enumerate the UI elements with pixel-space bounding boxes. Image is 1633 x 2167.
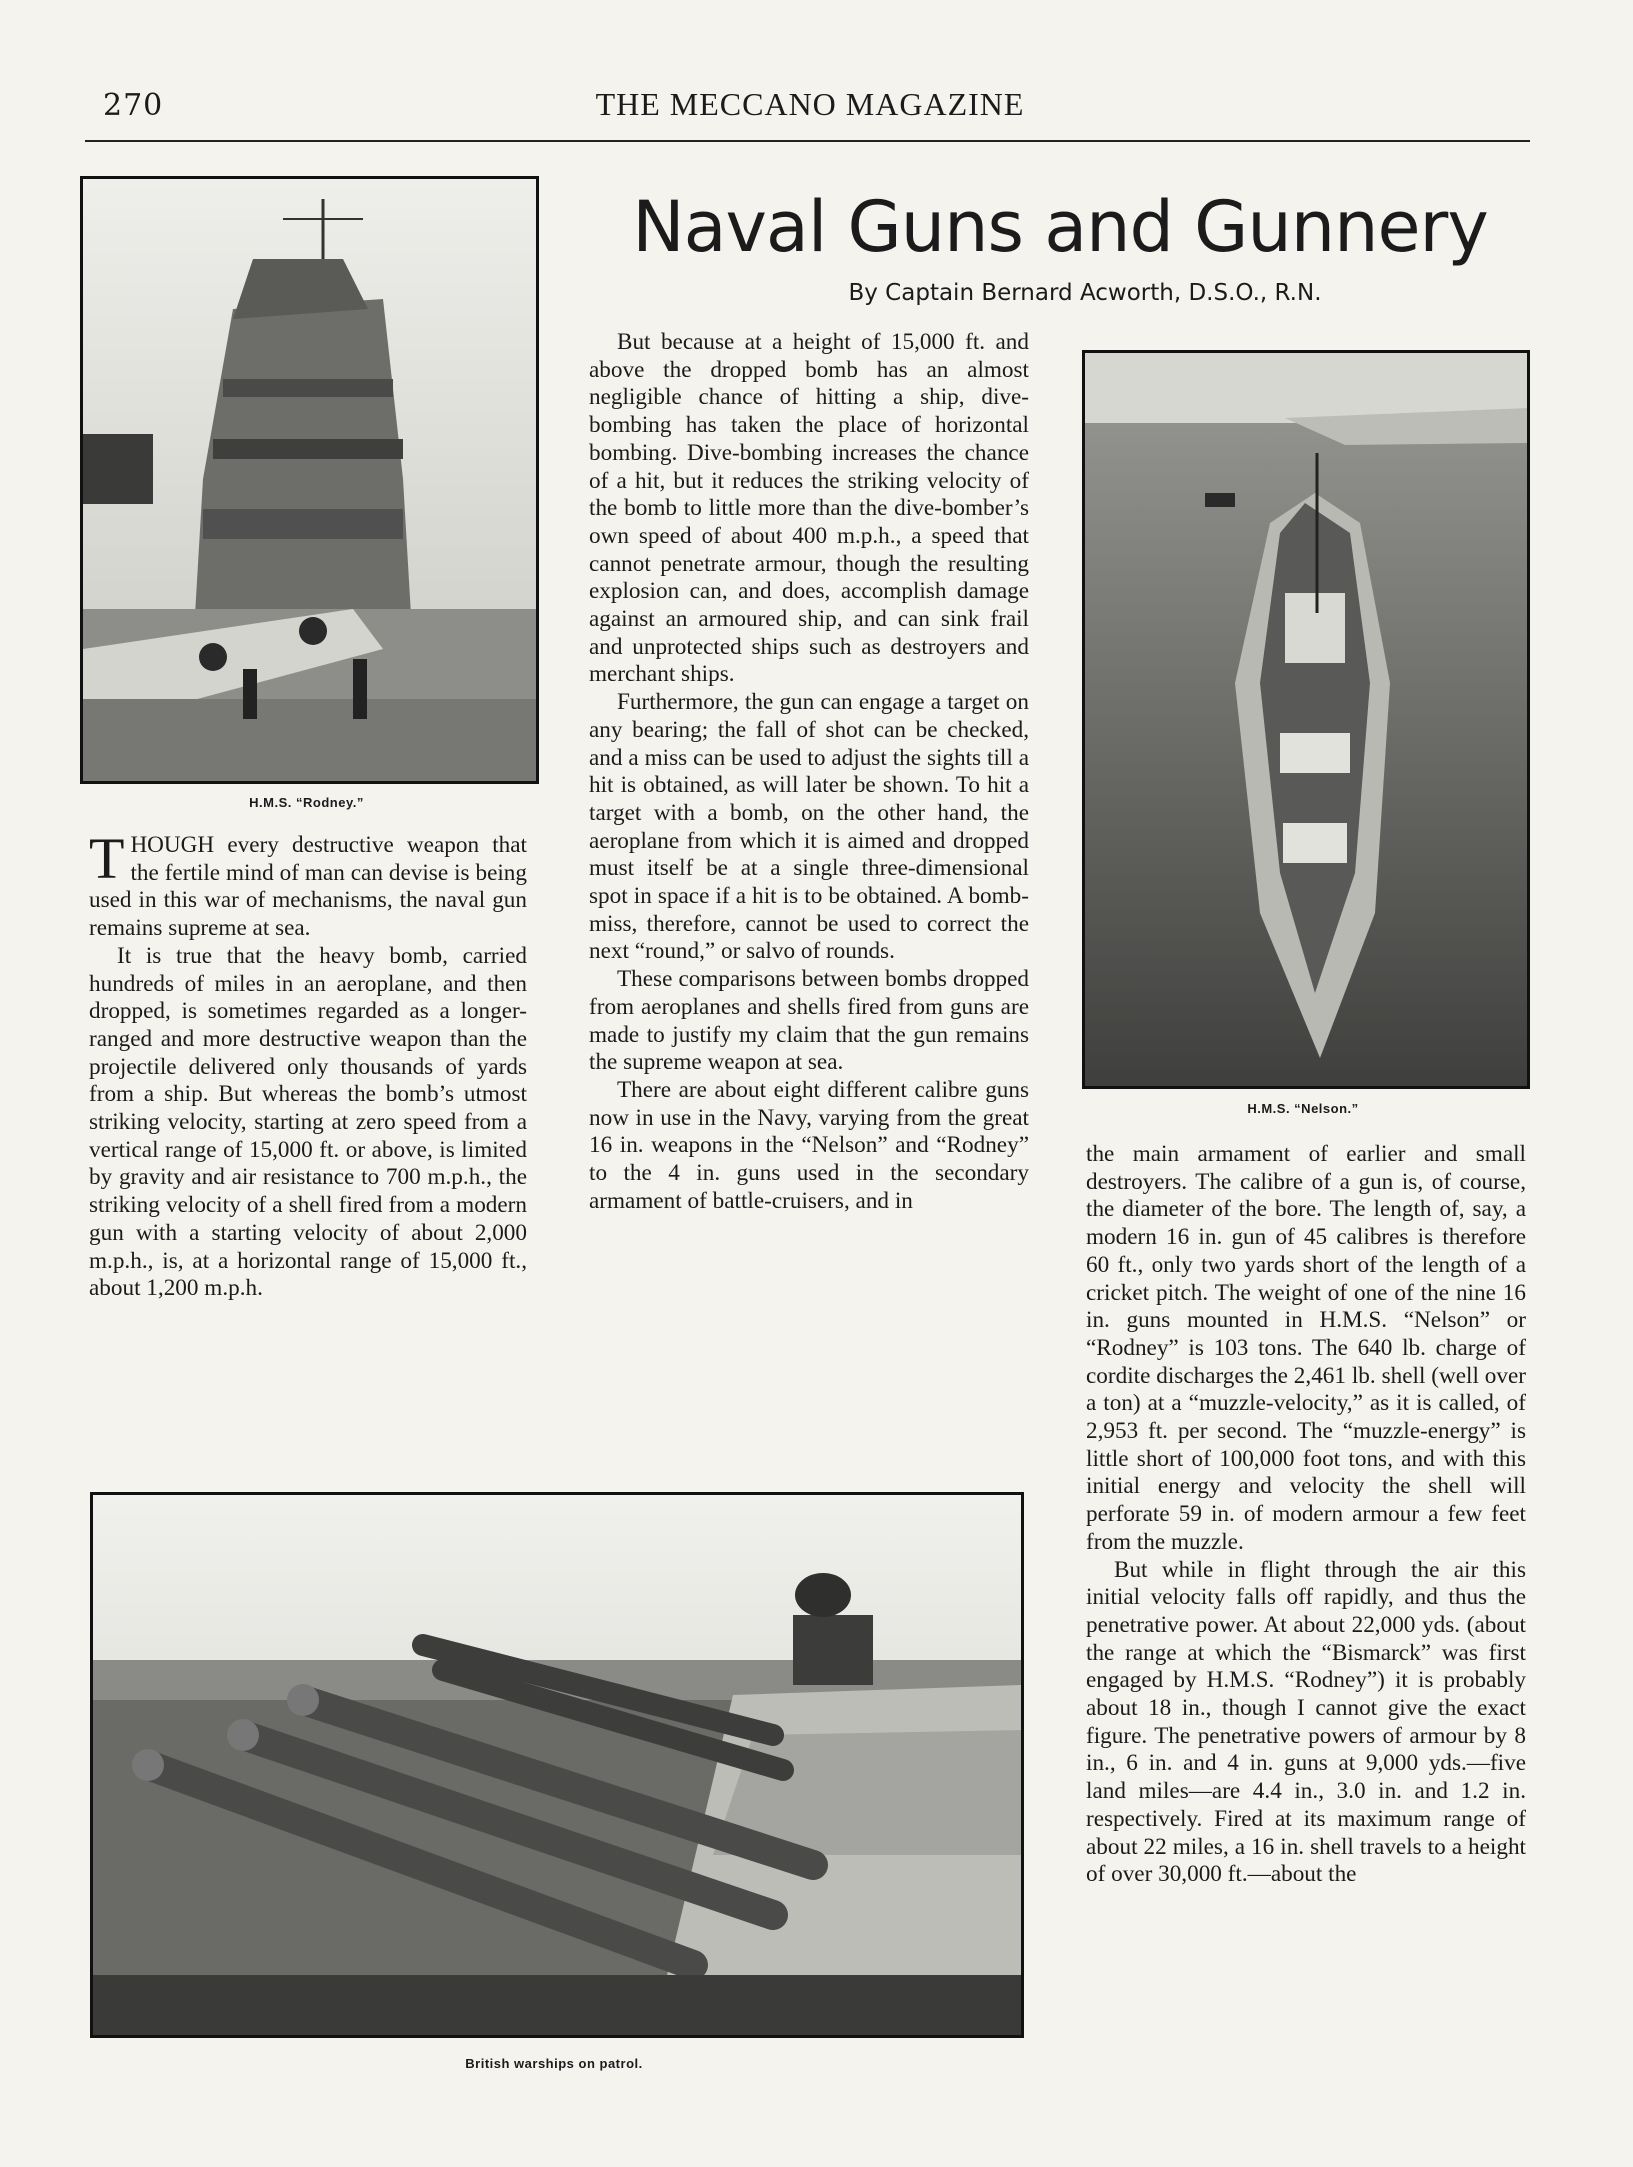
rodney-caption: H.M.S. “Rodney.”	[249, 795, 364, 810]
article-byline: By Captain Bernard Acworth, D.S.O., R.N.	[848, 280, 1322, 306]
left-paragraph-2: It is true that the heavy bomb, carried hundreds of miles in an aeroplane, and then dropped, is sometimes regarded as a longer-ranged and more destructive weapon than the projectile delivered only thousands of yards from a ship. But whereas the bomb’s utmost striking velocity, starting at zero speed from a vertical range of 15,000 ft. or above, is limited by gravity and air resistance to 700 m.p.h., the striking velocity of a shell fired from a modern gun with a starting velocity of about 2,000 m.p.h., is, at a horizontal range of 15,000 ft., about 1,200 m.p.h.	[89, 942, 527, 1302]
nelson-caption: H.M.S. “Nelson.”	[1247, 1101, 1359, 1116]
right-paragraph-1: the main armament of earlier and small destroyers. The calibre of a gun is, of course, the diameter of the bore. The length of, say, a modern 16 in. gun of 45 calibres is therefore 60 ft., only two yards short of the length of a cricket pitch. The weight of one of the nine 16 in. guns mounted in H.M.S. “Nelson” or “Rodney” is 103 tons. The 640 lb. charge of cordite discharges the 2,461 lb. shell (well over a ton) at a “muzzle-velocity,” as it is called, of 2,953 ft. per second. The “muzzle-energy” is little short of 100,000 foot tons, and with this initial energy and velocity the shell will perforate 59 in. of modern armour a few feet from the muzzle.	[1086, 1141, 1526, 1555]
nelson-photo	[1082, 350, 1530, 1089]
middle-paragraph-4: There are about eight different calibre guns now in use in the Navy, varying from the great 16 in. weapons in the “Nelson” and “Rodney” to the 4 in. guns used in the secondary armament of battle-cruisers, and in	[589, 1076, 1029, 1214]
drop-cap: T	[89, 826, 125, 891]
rodney-photo	[80, 176, 539, 784]
left-paragraph-1: THOUGH every destructive weapon that the fertile mind of man can devise is being used in this war of mechanisms, the naval gun remains supreme at sea.	[89, 826, 527, 942]
middle-paragraph-1: But because at a height of 15,000 ft. and above the dropped bomb has an almost negligible chance of hitting a ship, dive-bombing has taken the place of horizontal bombing. Dive-bombing increases the chance of a hit, but it reduces the striking velocity of the bomb to little more than the dive-bomber’s own speed of about 400 m.p.h., a speed that cannot penetrate armour, though the resulting explosion can, and does, accomplish damage against an armoured ship, and can sink frail and unprotected ships such as destroyers and merchant ships.	[589, 329, 1029, 688]
middle-column	[589, 329, 1029, 1216]
right-column	[1086, 1141, 1526, 1889]
patrol-caption: British warships on patrol.	[465, 2056, 643, 2071]
middle-paragraph-3: These comparisons between bombs dropped from aeroplanes and shells fired from guns are made to justify my claim that the gun remains the supreme weapon at sea.	[589, 966, 1029, 1076]
middle-paragraph-2: Furthermore, the gun can engage a target on any bearing; the fall of shot can be checked, and a miss can be used to adjust the sights till a hit is obtained, as will later be shown. To hit a target with a bomb, on the other hand, the aeroplane from which it is aimed and dropped must itself be at a single three-dimensional spot in space if a hit is to be obtained. A bomb-miss, therefore, cannot be used to correct the next “round,” or salvo of rounds.	[589, 689, 1029, 965]
article-title: Naval Guns and Gunnery	[632, 186, 1488, 268]
right-paragraph-2: But while in flight through the air this initial velocity falls off rapidly, and thus the penetrative power. At about 22,000 yds. (about the range at which the “Bismarck” was first engaged by H.M.S. “Rodney”) it is probably about 18 in., though I cannot give the exact figure. The penetrative powers of armour by 8 in., 6 in. and 4 in. guns at 9,000 yds.—five land miles—are 4.4 in., 3.0 in. and 1.2 in. respectively. Fired at its maximum range of about 22 miles, a 16 in. shell travels to a height of over 30,000 ft.—about the	[1086, 1556, 1526, 1888]
magazine-title: THE MECCANO MAGAZINE	[595, 86, 1025, 122]
page-number: 270	[103, 88, 164, 123]
patrol-photo	[90, 1492, 1024, 2038]
left-column	[89, 826, 527, 1303]
header-rule	[85, 140, 1530, 142]
